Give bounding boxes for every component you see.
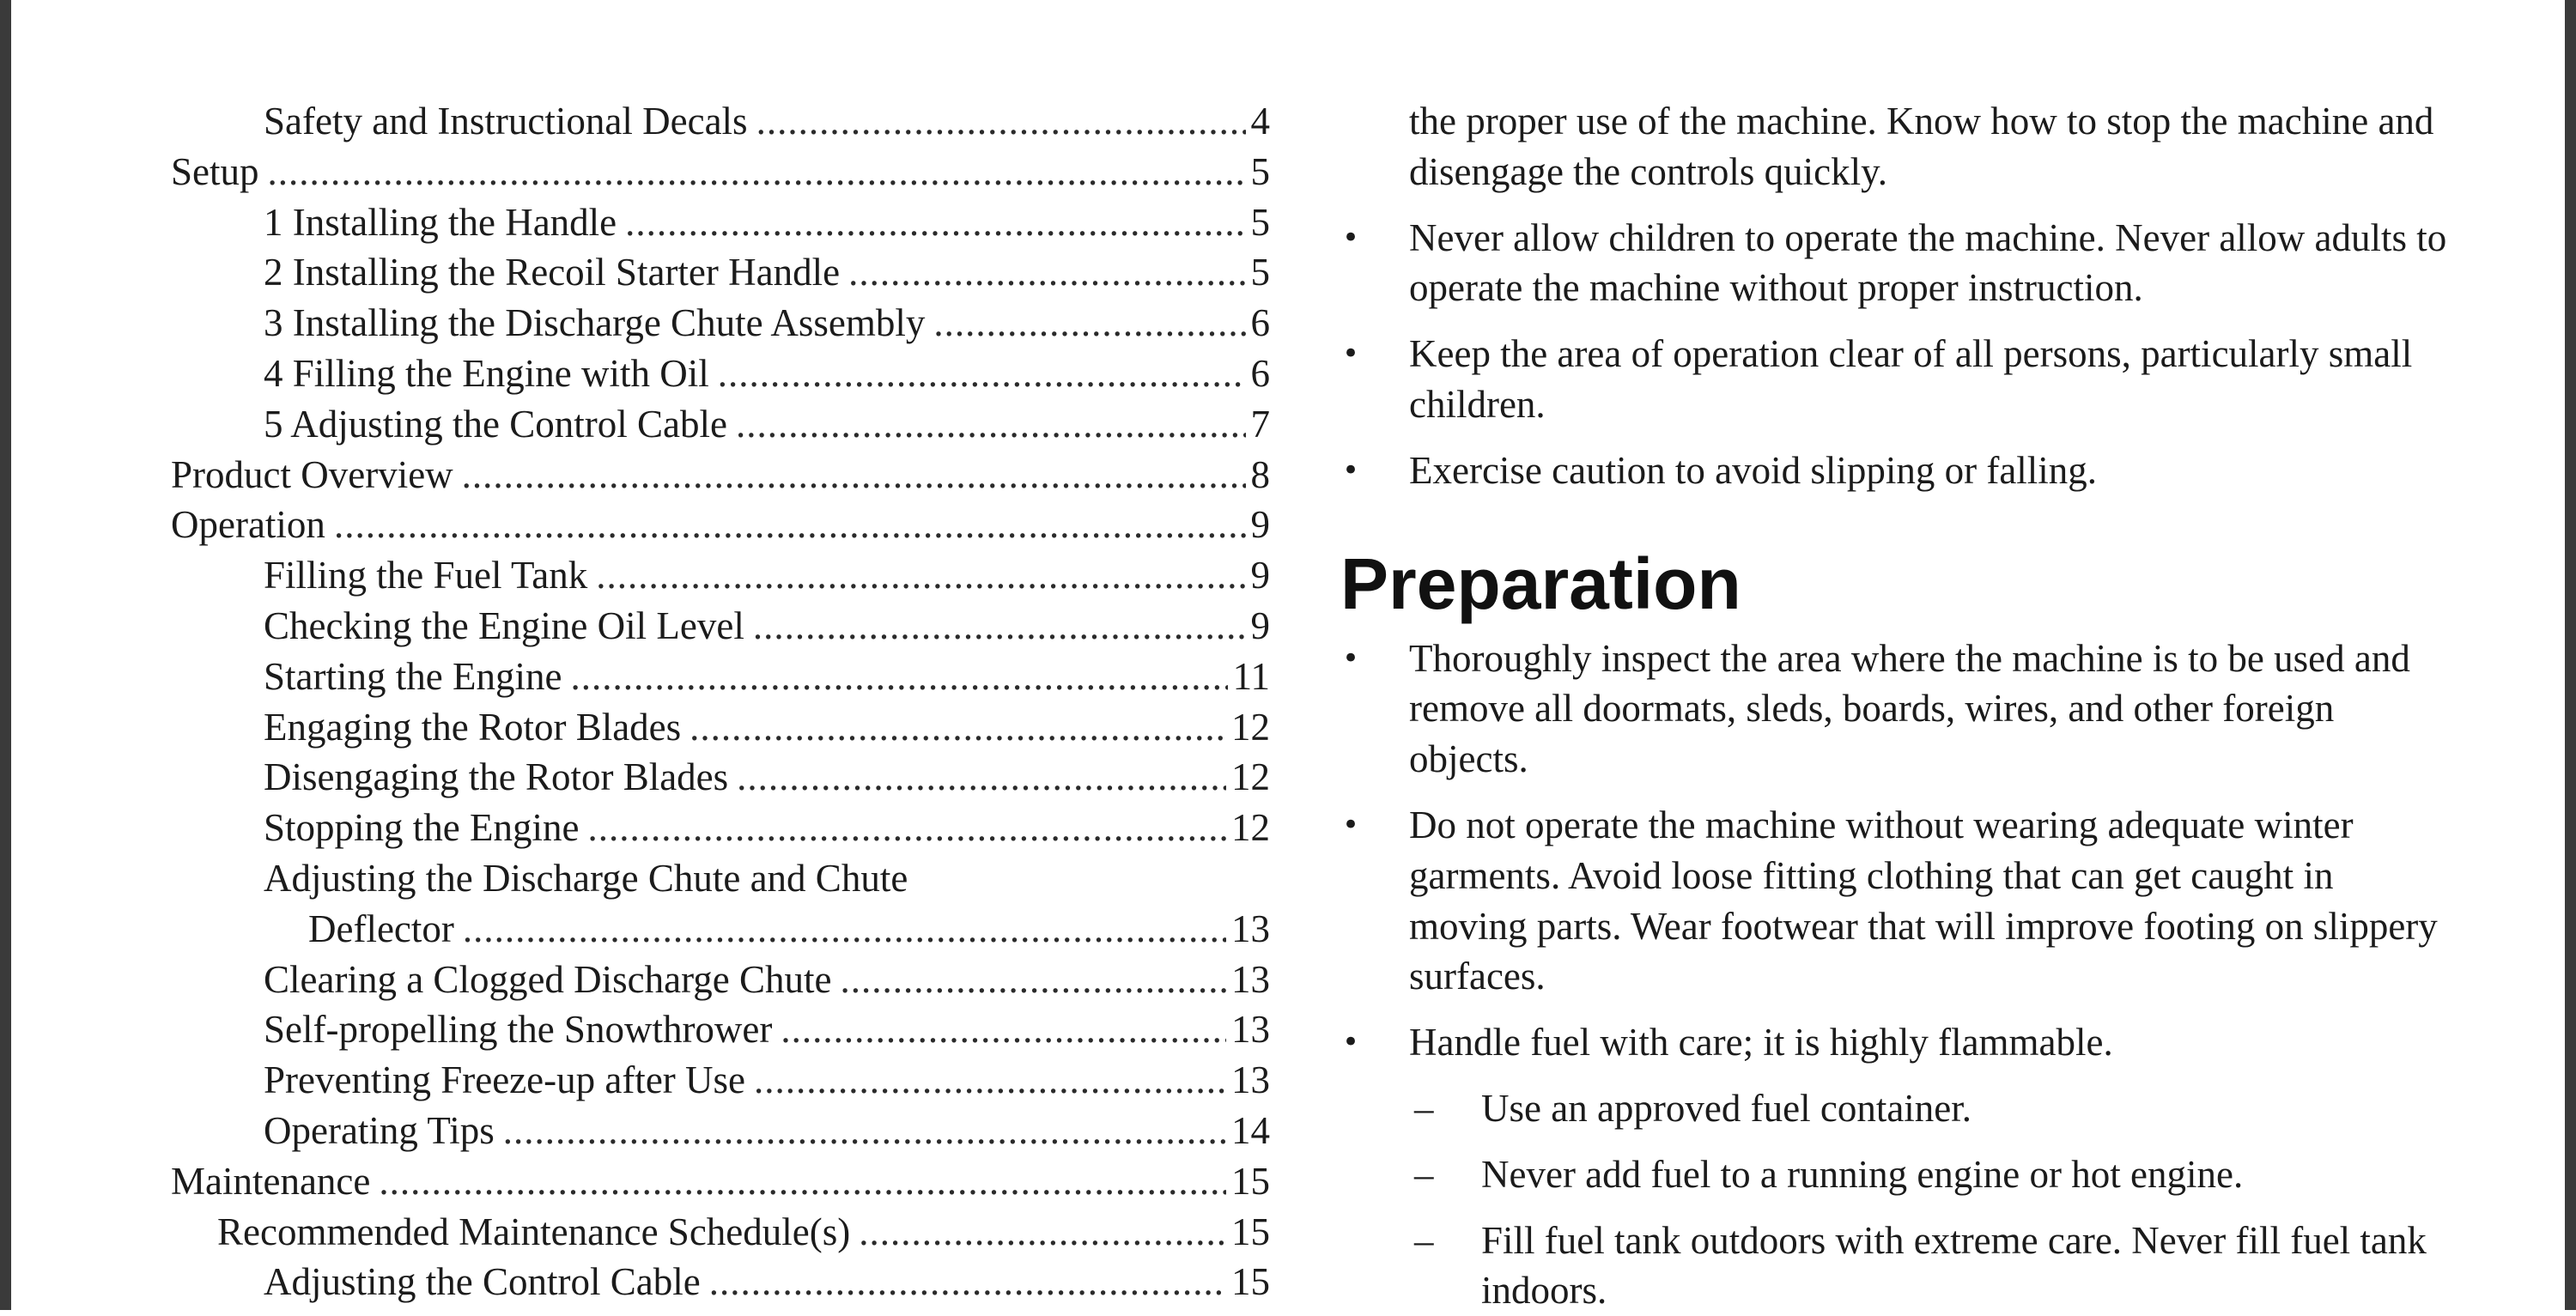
dash-marker: –	[1414, 1152, 1434, 1196]
continued-paragraph: the proper use of the machine. Know how to stop the machine and disengage the controls quickly.	[1409, 100, 2434, 193]
toc-entry-page: 5	[1250, 149, 1270, 193]
list-item-text: Thoroughly inspect the area where the machine is to be used and remove all doormats, sleds, boards, wires, and other foreign objects.	[1409, 636, 2410, 781]
list-item-text: Keep the area of operation clear of all persons, particularly small children.	[1409, 332, 2413, 426]
safety-text-column	[1340, 96, 2457, 1316]
toc-entry-title: Deflector	[308, 907, 454, 950]
toc-entry[interactable]	[171, 550, 1270, 601]
toc-entry-title: Stopping the Engine	[264, 806, 580, 850]
toc-entry[interactable]	[171, 197, 1270, 248]
toc-leader-dots	[754, 1055, 1226, 1106]
toc-leader-dots	[690, 702, 1226, 753]
toc-leader-dots	[503, 1106, 1226, 1156]
toc-entry[interactable]	[171, 752, 1270, 803]
toc-entry-title: Safety and Instructional Decals	[264, 100, 748, 143]
toc-entry[interactable]	[171, 247, 1270, 298]
sub-list-item	[1340, 1216, 2457, 1316]
toc-entry[interactable]	[171, 450, 1270, 500]
toc-entry-page: 15	[1231, 1159, 1270, 1203]
sub-list-item-text: Use an approved fuel container.	[1481, 1086, 1972, 1130]
toc-leader-dots	[933, 298, 1245, 349]
toc-entry[interactable]	[171, 955, 1270, 1005]
toc-leader-dots	[587, 803, 1226, 853]
toc-entry-title: Adjusting the Control Cable	[264, 1260, 701, 1304]
bullet-marker: •	[1342, 807, 1360, 842]
dash-marker: –	[1414, 1086, 1434, 1130]
dash-marker: –	[1414, 1218, 1434, 1262]
toc-entry[interactable]	[171, 96, 1270, 147]
section-heading: Preparation	[1340, 543, 1741, 624]
toc-entry[interactable]	[171, 1257, 1270, 1307]
toc-leader-dots	[736, 399, 1246, 450]
toc-leader-dots	[753, 601, 1246, 652]
list-item	[1340, 329, 2457, 430]
list-item-text: Handle fuel with care; it is highly flammable.	[1409, 1021, 2113, 1064]
toc-entry-title: Maintenance	[171, 1159, 371, 1203]
toc-entry-page: 14	[1231, 1108, 1270, 1152]
toc-entry[interactable]	[171, 147, 1270, 197]
list-item-text: Never allow children to operate the machine. Never allow adults to operate the machine without proper instruction.	[1409, 215, 2447, 310]
toc-entry[interactable]	[171, 904, 1270, 955]
toc-entry-title: Operation	[171, 503, 325, 547]
toc-entry[interactable]	[171, 1207, 1270, 1258]
toc-entry[interactable]	[171, 500, 1270, 550]
table-of-contents	[171, 96, 1270, 1307]
toc-entry-page: 13	[1231, 907, 1270, 950]
toc-entry-title: 3 Installing the Discharge Chute Assembly	[264, 301, 926, 345]
toc-leader-dots	[841, 955, 1226, 1005]
toc-leader-dots	[570, 652, 1227, 702]
toc-leader-dots	[463, 904, 1226, 955]
list-item	[1340, 800, 2457, 1002]
toc-entry-page: 12	[1231, 806, 1270, 850]
toc-entry-page: 11	[1232, 654, 1270, 698]
toc-entry-page: 9	[1250, 503, 1270, 547]
toc-entry-page: 6	[1250, 351, 1270, 395]
toc-entry-page: 12	[1231, 705, 1270, 749]
toc-entry[interactable]	[171, 1055, 1270, 1106]
toc-leader-dots	[737, 752, 1226, 803]
list-item-text: Do not operate the machine without wearing adequate winter garments. Avoid loose fitting clothing that can get caught in moving parts. Wear footwear that will improve footing on slippery surfaces.	[1409, 803, 2438, 998]
toc-entry-page: 13	[1231, 957, 1270, 1001]
toc-entry-page: 12	[1231, 755, 1270, 799]
toc-entry-page: 6	[1250, 301, 1270, 345]
toc-leader-dots	[379, 1156, 1226, 1207]
toc-entry[interactable]	[171, 601, 1270, 652]
toc-entry[interactable]	[171, 399, 1270, 450]
toc-entry-title: Setup	[171, 149, 259, 193]
bullet-marker: •	[1342, 337, 1360, 372]
bullet-marker: •	[1342, 1025, 1360, 1060]
safety-bullet-list	[1340, 213, 2457, 496]
sub-list-item	[1340, 1149, 2457, 1200]
toc-entry-page: 4	[1250, 100, 1270, 143]
toc-entry[interactable]	[171, 652, 1270, 702]
toc-entry-page: 13	[1231, 1008, 1270, 1052]
fuel-sub-list	[1340, 1083, 2457, 1316]
toc-entry-title: Disengaging the Rotor Blades	[264, 755, 729, 799]
toc-entry-title: 2 Installing the Recoil Starter Handle	[264, 251, 841, 294]
toc-leader-dots	[596, 550, 1245, 601]
toc-entry-title: 5 Adjusting the Control Cable	[264, 402, 727, 446]
toc-entry[interactable]	[171, 1106, 1270, 1156]
bullet-marker: •	[1342, 220, 1360, 255]
toc-entry[interactable]	[171, 1004, 1270, 1055]
toc-entry-page: 5	[1250, 200, 1270, 244]
toc-entry-page: 15	[1231, 1210, 1270, 1253]
toc-leader-dots	[709, 1257, 1226, 1307]
bullet-marker: •	[1342, 452, 1360, 488]
toc-entry-title: 1 Installing the Handle	[264, 200, 617, 244]
toc-entry-page: 9	[1250, 603, 1270, 647]
toc-entry-title: Starting the Engine	[264, 654, 562, 698]
list-item-text: Exercise caution to avoid slipping or falling.	[1409, 448, 2098, 492]
sub-list-item-text: Fill fuel tank outdoors with extreme care. Never fill fuel tank indoors.	[1481, 1218, 2427, 1313]
bullet-marker: •	[1342, 640, 1360, 676]
toc-leader-dots	[268, 147, 1246, 197]
sub-list-item-text: Never add fuel to a running engine or hot engine.	[1481, 1152, 2244, 1196]
toc-leader-dots	[859, 1207, 1226, 1258]
toc-leader-dots	[462, 450, 1246, 500]
toc-leader-dots	[334, 500, 1246, 550]
toc-entry-title: Preventing Freeze-up after Use	[264, 1058, 746, 1102]
toc-leader-dots	[718, 349, 1246, 399]
toc-entry-page: 13	[1231, 1058, 1270, 1102]
toc-entry-title: Self-propelling the Snowthrower	[264, 1008, 773, 1052]
toc-entry-page: 15	[1231, 1260, 1270, 1304]
toc-entry[interactable]	[171, 298, 1270, 349]
toc-leader-dots	[781, 1004, 1226, 1055]
toc-entry-page: 5	[1250, 251, 1270, 294]
toc-entry[interactable]	[171, 853, 1270, 904]
list-item	[1340, 446, 2457, 496]
toc-leader-dots	[756, 96, 1246, 147]
toc-entry-title: Clearing a Clogged Discharge Chute	[264, 957, 832, 1001]
sub-list-item	[1340, 1083, 2457, 1134]
toc-entry-title: Operating Tips	[264, 1108, 495, 1152]
toc-entry[interactable]	[171, 1156, 1270, 1207]
toc-entry-page: 7	[1250, 402, 1270, 446]
toc-entry-title: 4 Filling the Engine with Oil	[264, 351, 709, 395]
toc-entry[interactable]	[171, 803, 1270, 853]
toc-entry-title: Recommended Maintenance Schedule(s)	[217, 1210, 851, 1253]
toc-entry[interactable]	[171, 702, 1270, 753]
toc-leader-dots	[848, 247, 1245, 298]
preparation-bullet-list	[1340, 634, 2457, 1068]
toc-entry-title: Engaging the Rotor Blades	[264, 705, 682, 749]
toc-entry-page: 8	[1250, 452, 1270, 496]
toc-leader-dots	[625, 197, 1245, 248]
toc-entry-title: Product Overview	[171, 452, 453, 496]
toc-entry[interactable]	[171, 349, 1270, 399]
toc-entry-title: Checking the Engine Oil Level	[264, 603, 744, 647]
toc-entry-page: 9	[1250, 554, 1270, 597]
toc-entry-title: Adjusting the Discharge Chute and Chute	[264, 856, 908, 900]
list-item	[1340, 213, 2457, 314]
toc-entry-title: Filling the Fuel Tank	[264, 554, 588, 597]
list-item	[1340, 1017, 2457, 1068]
list-item	[1340, 634, 2457, 785]
